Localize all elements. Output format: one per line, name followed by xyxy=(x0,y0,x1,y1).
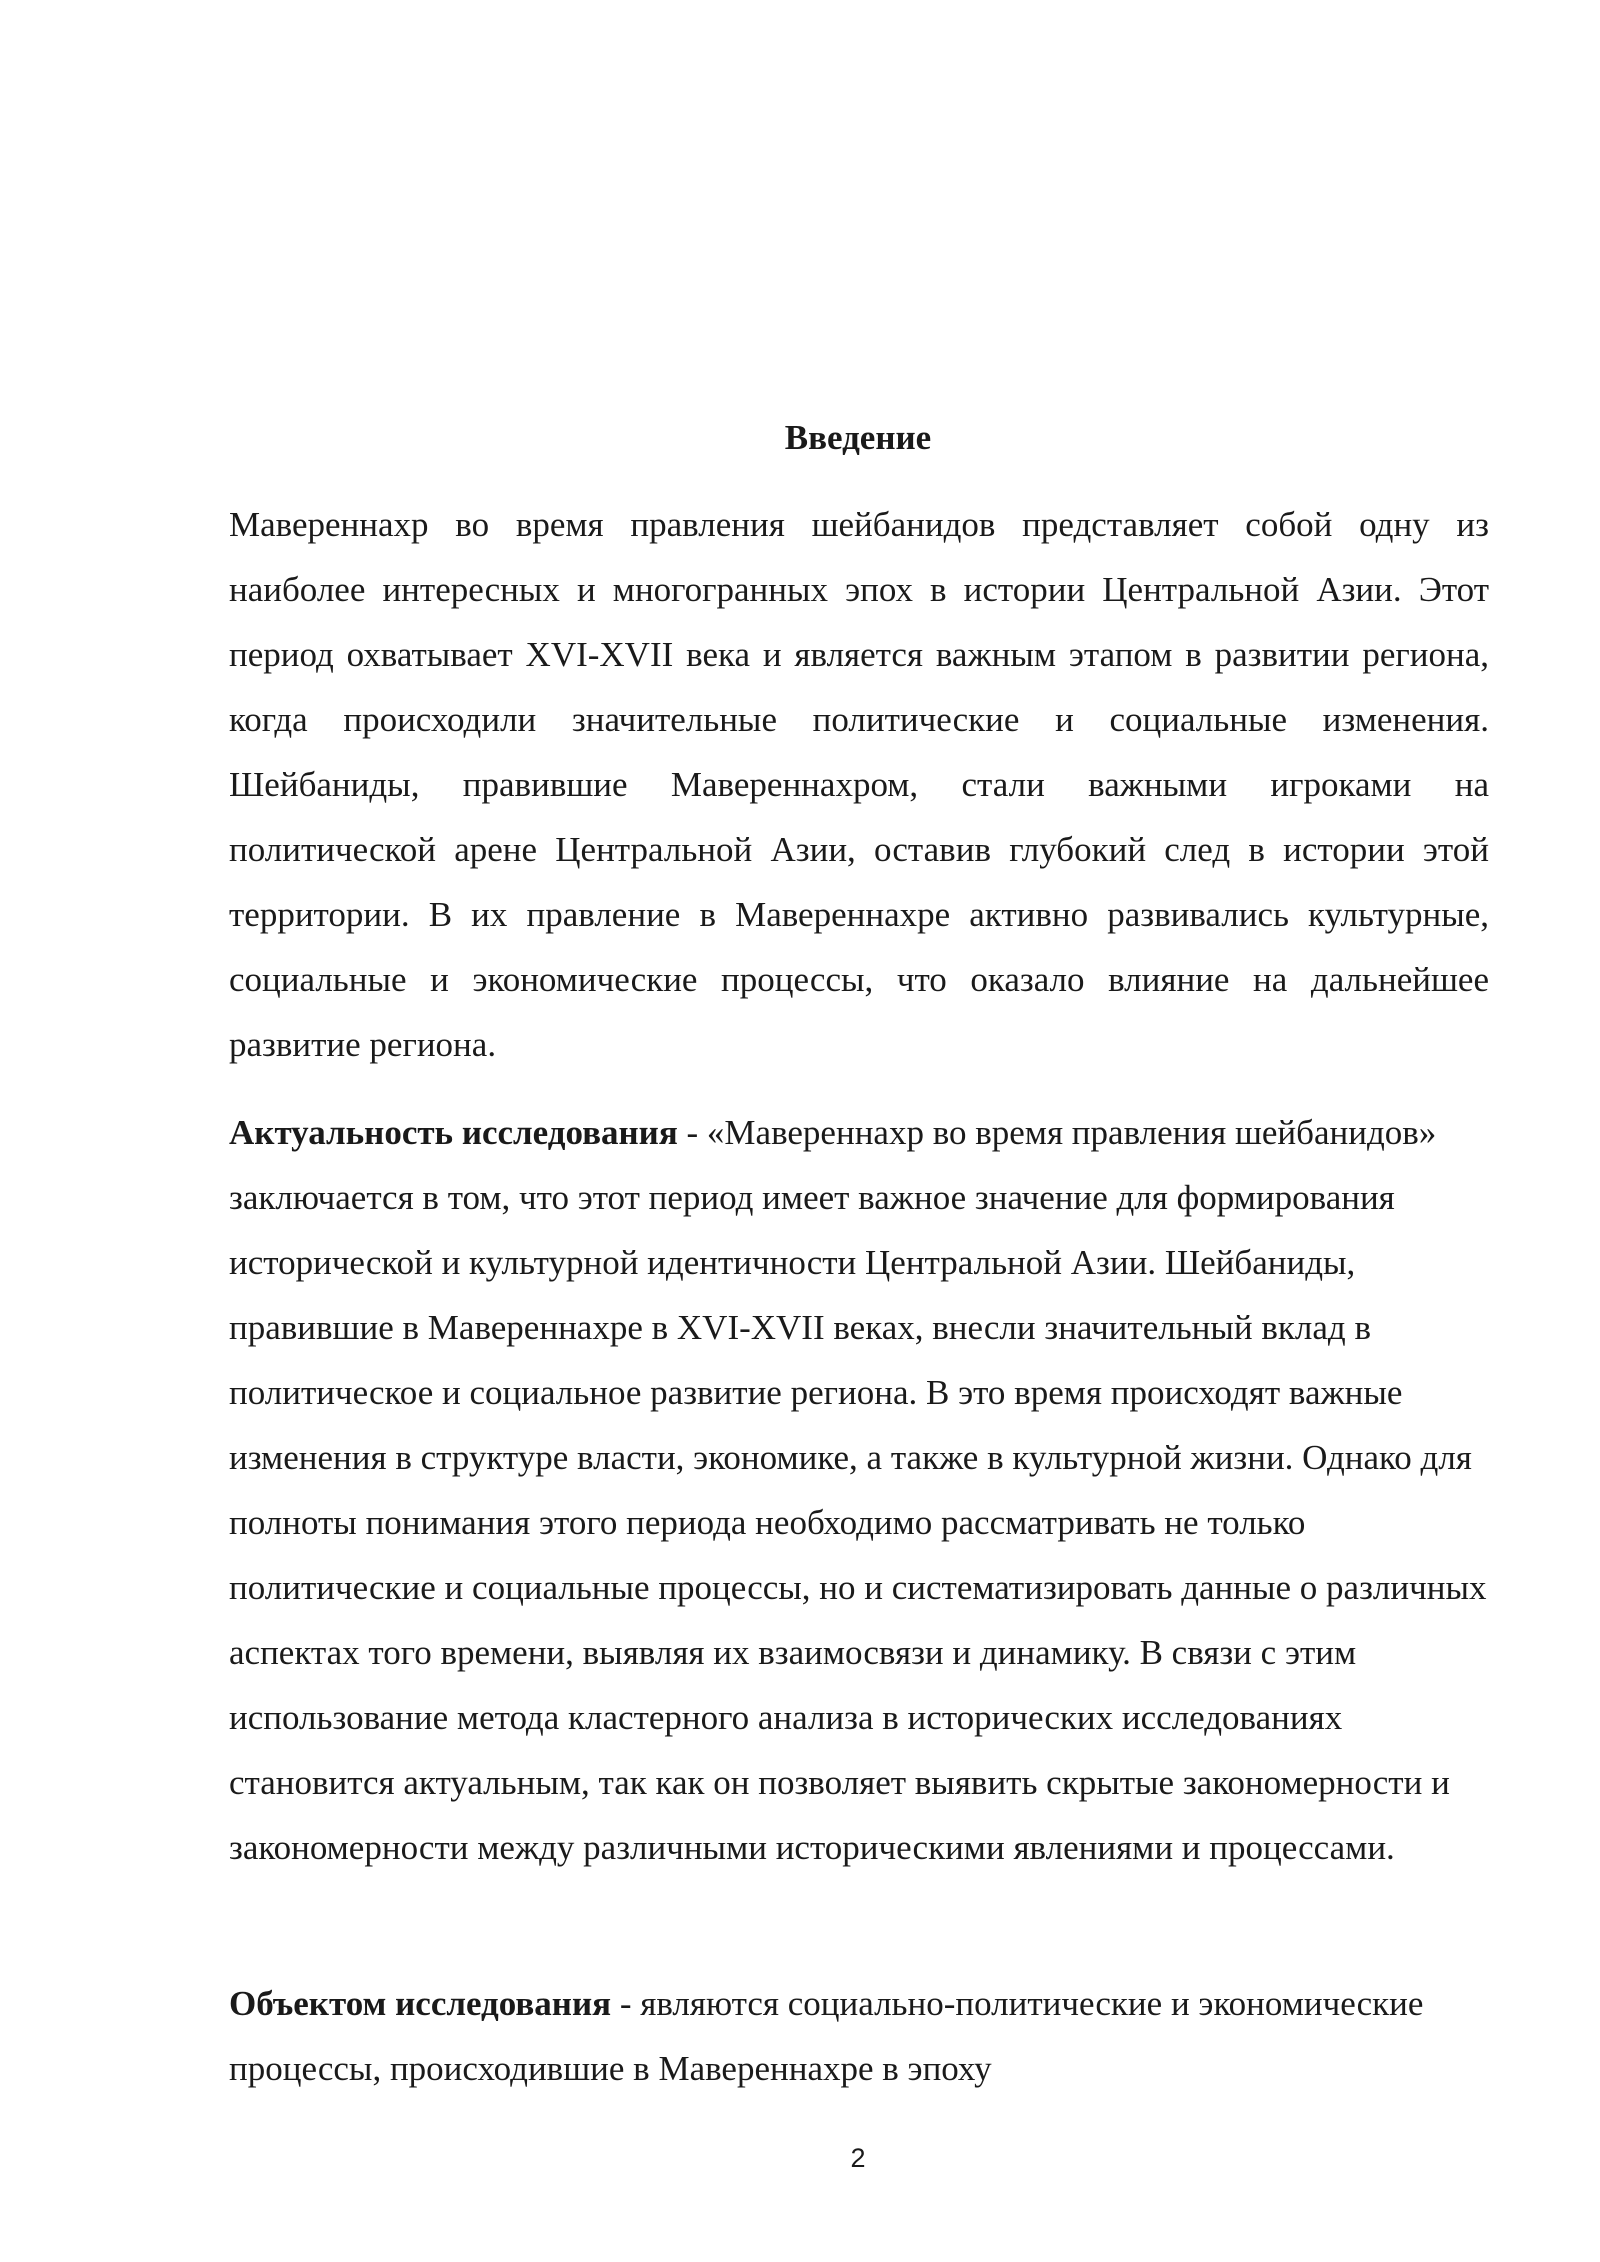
intro-paragraph: Мавереннахр во время правления шейбанидов представляет собой одну из наиболее интересных и многогранных эпох в истории Центральной Азии. Этот период охватывает XVI-XVII века и является важным этапом в развитии региона, когда происходили значительные политические и социальные изменения. Шейбаниды, правившие Мавереннахром, стали важными игроками на политической арене Центральной Азии, оставив глубокий след в истории этой территории. В их правление в Мавереннахре активно развивались культурные, социальные и экономические процессы, что оказало влияние на дальнейшее развитие региона. xyxy=(229,505,1489,1064)
section-heading: Введение xyxy=(784,418,932,457)
object-text: - являются социально-политические и экономические процессы, происходившие в Мавереннахре в эпоху xyxy=(229,1984,1424,2088)
page-number: 2 xyxy=(850,2143,866,2173)
relevance-text: - «Мавереннахр во время правления шейбанидов» заключается в том, что этот период имеет важное значение для формирования исторической и культурной идентичности Центральной Азии. Шейбаниды, правившие в Мавереннахре в XVI-XVII веках, внесли значительный вклад в политическое и социальное развитие региона. В это время происходят важные изменения в структуре власти, экономике, а также в культурной жизни. Однако для полноты понимания этого периода необходимо рассматривать не только политические и социальные процессы, но и систематизировать данные о различных аспектах того времени, выявляя их взаимосвязи и динамику. В связи с этим использование метода кластерного анализа в исторических исследованиях становится актуальным, так как он позволяет выявить скрытые закономерности и закономерности между различными историческими явлениями и процессами. xyxy=(229,1113,1487,1867)
relevance-paragraph xyxy=(229,1100,1489,1880)
relevance-label: Актуальность исследования xyxy=(229,1113,678,1152)
object-label: Объектом исследования xyxy=(229,1984,612,2023)
object-paragraph xyxy=(229,1971,1489,2101)
